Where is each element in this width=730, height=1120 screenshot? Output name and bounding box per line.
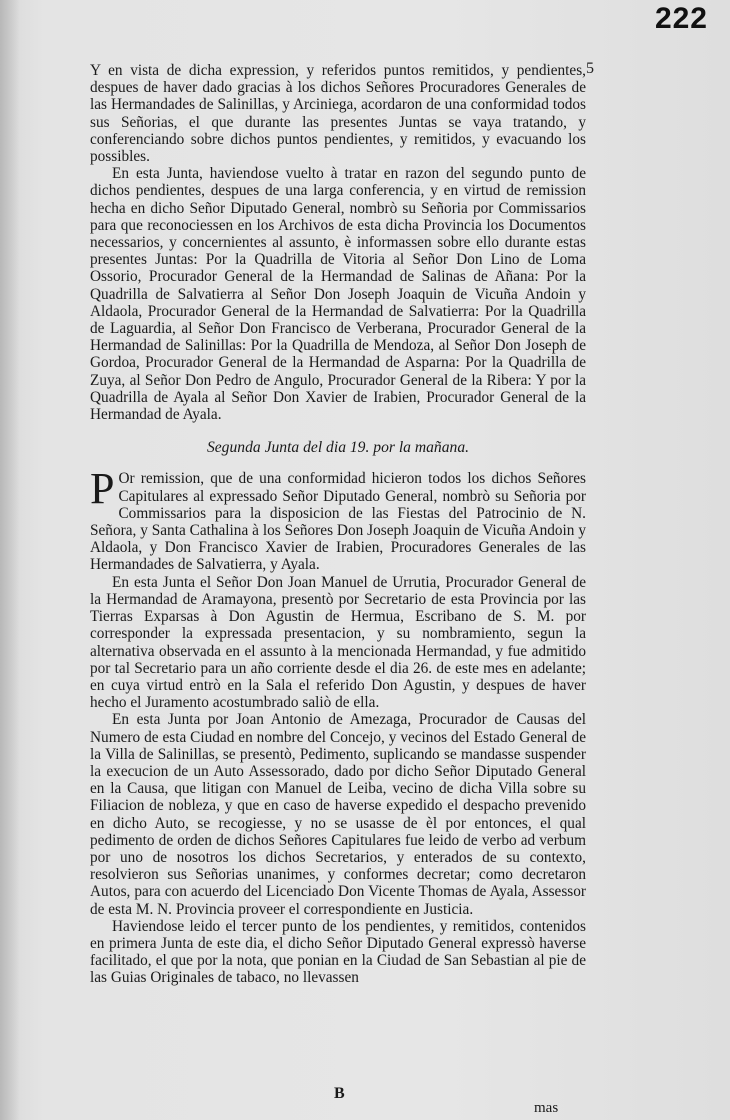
page-fold-shadow: [0, 0, 20, 1120]
paragraph: Haviendose leido el tercer punto de los pendientes, y remitidos, contenidos en primera Junta de este dia, el dicho Señor Diputado General expressò haverse facilitado, el que por la nota, que ponian en la Ciudad de San Sebastian al pie de las Guias Originales de tabaco, no llevassen: [90, 917, 586, 987]
paragraph: En esta Junta por Joan Antonio de Amezaga, Procurador de Causas del Numero de esta Ciudad en nombre del Concejo, y vecinos del Estado General de la Villa de Salinillas, se presentò, Pedimento, suplicando se mandasse suspender la execucion de un Auto Assessorado, dado por dicho Señor Diputado General en la Causa, que litigan con Manuel de Leiba, vecino de dicha Villa sobre su Filiacion de nobleza, y que en caso de haverse expedido el despacho prevenido en dicho Auto, se recogiesse, y no se usasse de èl por entonces, el qual pedimento de orden de dichos Señores Capitulares fue leido de verbo ad verbum por uno de nosotros los dichos Secretarios, y enterados de su contexto, resolvieron sus Señorias unanimes, y conformes decretar; como decretaron Autos, para con acuerdo del Licenciado Don Vicente Thomas de Ayala, Assessor de esta M. N. Provincia proveer el correspondiente en Justicia.: [90, 711, 586, 918]
signature-mark: B: [334, 1085, 345, 1102]
paragraph: En esta Junta el Señor Don Joan Manuel de Urrutia, Procurador General de la Hermandad de Aramayona, presentò por Secretario de esta Provincia por las Tierras Exparsas à Don Agustin de Hermua, Escribano de S. M. por corresponder la expressada presentacion, y su nombramiento, segun la alternativa observada en el assunto à la mencionada Hermandad, y fue admitido por tal Secretario para un año corriente desde el dia 26. de este mes en adelante; en cuya virtud entrò en la Sala el referido Don Agustin, y despues de haver hecho el Juramento acostumbrado saliò de ella.: [90, 573, 586, 712]
paragraph: En esta Junta, haviendose vuelto à tratar en razon del segundo punto de dichos pendientes, despues de una larga conferencia, y en virtud de remission hecha en dicho Señor Diputado General, nombrò su Señoria por Commissarios para que reconociessen en los Archivos de esta dicha Provincia los Documentos necessarios, y concernientes al assunto, è informassen sobre ello durante estas presentes Juntas: Por la Quadrilla de Vitoria al Señor Don Lino de Loma Ossorio, Procurador General de la Hermandad de Salinas de Añana: Por la Quadrilla de Salvatierra al Señor Don Joseph Joaquin de Vicuña Andoin y Aldaola, Procurador General de la Hermandad de Salvatierra: Por la Quadrilla de Laguardia, al Señor Don Francisco de Verberana, Procurador General de la Hermandad de Salinillas: Por la Quadrilla de Mendoza, al Señor Don Joseph de Gordoa, Procurador General de la Hermandad de Asparna: Por la Quadrilla de Zuya, al Señor Don Pedro de Angulo, Procurador General de la Ribera: Y por la Quadrilla de Ayala al Señor Don Xavier de Irabien, Procurador General de la Hermandad de Ayala.: [90, 165, 586, 424]
body-text: [90, 62, 586, 987]
section-heading: Segunda Junta del dia 19. por la mañana.: [206, 439, 470, 457]
folio-number: 222: [654, 2, 708, 35]
paragraph-text: Or remission, que de una conformidad hicieron todos los dichos Señores Capitulares al expressado Señor Diputado General, nombrò su Señoria por Commissarios para la disposicion de las Fiestas del Patrocinio de N. Señora, y Santa Cathalina à los Señores Don Joseph Joaquin de Vicuña Andoin y Aldaola, y Don Francisco Xavier de Irabien, Procuradores Generales de las Hermandades de Salvatierra, y Ayala.: [90, 470, 586, 574]
page-number: 5: [586, 60, 594, 77]
paragraph: [90, 464, 586, 574]
paragraph: Y en vista de dicha expression, y referidos puntos remitidos, y pendientes, despues de haver dado gracias à los dichos Señores Procuradores Generales de las Hermandades de Salinillas, y Arciniega, acordaron de una conformidad todos sus Señorias, el que durante las presentes Juntas se vaya tratando, y conferenciando sobre dichos puntos pendientes, y remitidos, y evacuando los possibles.: [90, 62, 586, 166]
drop-cap: P: [90, 464, 115, 514]
catchword: mas: [534, 1100, 559, 1116]
